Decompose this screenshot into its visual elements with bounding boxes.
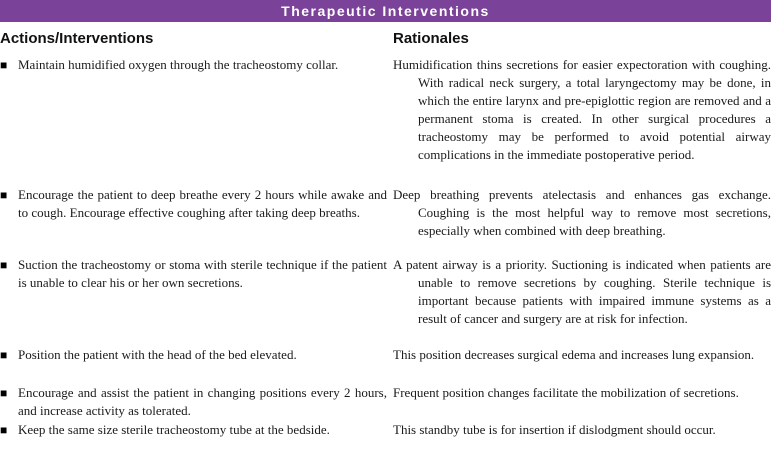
action-text: Encourage and assist the patient in changing positions every 2 hours, and increase activity as tolerated.: [18, 385, 387, 418]
table-row: [0, 346, 771, 384]
bullet-square-icon: ■: [0, 258, 8, 272]
action-item: [0, 421, 389, 450]
rationale-item: This standby tube is for insertion if dislodgment should occur.: [393, 422, 716, 437]
rationale-item: A patent airway is a priority. Suctioning is indicated when patients are unable to remove secretions by coughing. Sterile technique is important because patients with impaired immune systems as a result of cancer and surgery are at risk for infection.: [393, 257, 771, 326]
banner-title: Therapeutic Interventions: [281, 3, 490, 19]
action-item: [0, 56, 389, 186]
table-row: [0, 384, 771, 421]
column-headers: [0, 30, 771, 47]
action-item: [0, 256, 389, 346]
action-text: Maintain humidified oxygen through the tracheostomy collar.: [18, 57, 339, 72]
interventions-table: [0, 56, 771, 450]
bullet-square-icon: ■: [0, 423, 8, 437]
bullet-square-icon: ■: [0, 188, 8, 202]
table-row: [0, 421, 771, 450]
rationale-item: Frequent position changes facilitate the mobilization of secretions.: [393, 385, 739, 400]
table-row: [0, 56, 771, 186]
action-text: Position the patient with the head of the bed elevated.: [18, 347, 297, 362]
action-item: [0, 346, 389, 384]
action-text: Encourage the patient to deep breathe every 2 hours while awake and to cough. Encourage effective coughing after taking deep breaths.: [18, 187, 387, 220]
rationales-column-header: Rationales: [393, 30, 469, 47]
table-row: [0, 256, 771, 346]
bullet-square-icon: ■: [0, 386, 8, 400]
actions-column-header: Actions/Interventions: [0, 30, 154, 47]
bullet-square-icon: ■: [0, 58, 8, 72]
banner: [0, 0, 771, 22]
rationale-item: Deep breathing prevents atelectasis and enhances gas exchange. Coughing is the most helpful way to remove most secretions, especially when combined with deep breathing.: [393, 187, 771, 238]
action-item: [0, 384, 389, 421]
action-text: Keep the same size sterile tracheostomy tube at the bedside.: [18, 422, 330, 437]
action-item: [0, 186, 389, 256]
rationale-item: Humidification thins secretions for easier expectoration with coughing. With radical neck surgery, a total laryngectomy may be done, in which the entire larynx and pre-epiglottic region are removed and a permanent stoma is created. In other surgical procedures a tracheostomy may be performed to avoid potential airway complications in the immediate postoperative period.: [393, 57, 771, 162]
table-row: [0, 186, 771, 256]
action-text: Suction the tracheostomy or stoma with sterile technique if the patient is unable to clear his or her own secretions.: [18, 257, 387, 290]
bullet-square-icon: ■: [0, 348, 8, 362]
rationale-item: This position decreases surgical edema and increases lung expansion.: [393, 347, 755, 362]
